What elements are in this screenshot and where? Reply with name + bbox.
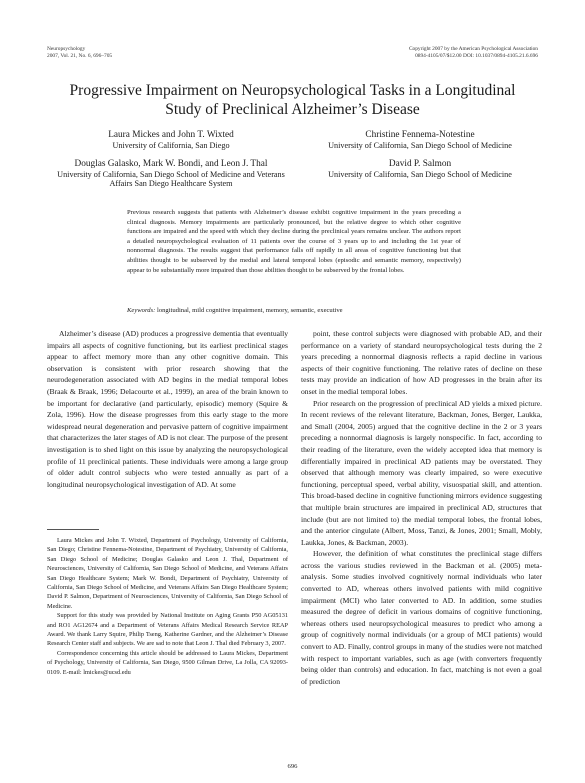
footnote-divider [47, 529, 99, 530]
keywords-label: Keywords: [127, 307, 156, 314]
journal-name: Neuropsychology [47, 46, 86, 52]
author-block [47, 159, 295, 189]
author-affiliation: University of California, San Diego School of Medicine and Veterans Affairs San Diego Healthcare System [57, 169, 285, 188]
journal-header [47, 46, 112, 60]
author-names: Douglas Galasko, Mark W. Bondi, and Leon J. Thal [74, 159, 268, 169]
author-affiliation: University of California, San Diego School of Medicine [328, 169, 512, 179]
author-block [47, 130, 295, 150]
footnote-paragraph: Correspondence concerning this article should be addressed to Laura Mickes, Department of Psychology, University of California, San Diego, 9500 Gilman Drive, La Jolla, CA 92093-0109. E-mail: lmickes@ucsd.edu [47, 649, 288, 676]
keywords [127, 306, 461, 315]
page-number: 696 [287, 763, 298, 770]
body-column-right [301, 328, 542, 687]
body-column-left [47, 328, 288, 490]
author-names: David P. Salmon [388, 159, 452, 169]
doi-line: 0894-4105/07/$12.00 DOI: 10.1037/0894-4105.21.6.696 [415, 53, 538, 59]
author-block [300, 130, 540, 150]
author-names: Christine Fennema-Notestine [365, 130, 475, 140]
body-paragraph: point, these control subjects were diagnosed with probable AD, and their performance on a variety of standard neuropsychological tests during the 2 years preceding a nonnormal diagnosis reflects a rapid decline in various aspects of their cognitive functioning. The relative rates of decline on these tests may provide an indication of how AD progresses in the brain after its onset in the medial temporal lobes. [301, 329, 542, 396]
author-affiliation: University of California, San Diego School of Medicine [328, 140, 512, 150]
author-block [300, 159, 540, 179]
author-note [47, 536, 288, 677]
footnote-paragraph: Laura Mickes and John T. Wixted, Department of Psychology, University of California, San Diego; Christine Fennema-Notestine, Department of Psychiatry, University of California, San Diego School of Medicine; Douglas Galasko and Leon J. Thal, Department of Neurosciences, University of California, San Diego School of Medicine, and Veterans Affairs San Diego Healthcare System; Mark W. Bondi, Department of Psychiatry, University of California, San Diego School of Medicine, and Veterans Affairs San Diego Healthcare System; David P. Salmon, Department of Neurosciences, University of California, San Diego School of Medicine. [47, 537, 288, 610]
copyright-line: Copyright 2007 by the American Psychological Association [408, 46, 538, 52]
body-paragraph: However, the definition of what constitutes the preclinical stage differs across the various studies reviewed in the Backman et al. (2005) meta-analysis. Some studies involved cognitively normal individuals who later converted to AD, whereas others involved patients with mild cognitive impairment (MCI) who later converted to AD. In addition, some studies measured the degree of deficit in various domains of cognitive functioning, whereas others used neuropsychological measures to predict who among a group of cognitively normal individuals (or a group of MCI patients) would convert to AD. Finally, control groups in many of the studies were not matched with respect to important variables, such as age (with converters frequently being older than controls) and education. In fact, matching is not even a goal of prediction [301, 549, 542, 686]
author-names: Laura Mickes and John T. Wixted [108, 130, 234, 140]
body-paragraph: Prior research on the progression of preclinical AD yields a mixed picture. In recent reviews of the relevant literature, Backman, Jones, Berger, Laukka, and Small (2004, 2005) argued that the cognitive decline in the 2 or 3 years preceding a nonnormal diagnosis is largely nonspecific. In fact, according to their reading of the literature, even the widely accepted idea that memory is differentially impaired in preclinical AD patients may be overstated. They observed that although memory was clearly impaired, so were executive functioning, perceptual speed, verbal ability, visuospatial skill, and attention. This broad-based decline in cognitive functioning mirrors evidence suggesting that multiple brain structures are impaired in preclinical AD, structures that include (but are not limited to) the medial temporal lobes, the frontal lobes, and the anterior cingulate (Albert, Moss, Tanzi, & Jones, 2001; Small, Mobly, Laukka, Jones, & Backman, 2003). [301, 398, 542, 547]
volume-info: 2007, Vol. 21, No. 6, 696–705 [47, 53, 113, 59]
copyright-header [409, 46, 538, 60]
keywords-text: longitudinal, mild cognitive impairment, memory, semantic, executive [156, 307, 343, 314]
body-paragraph: Alzheimer’s disease (AD) produces a progressive dementia that eventually impairs all aspects of cognitive functioning, but its earliest preclinical stages appear to affect memory more than any other cognitive domain. This observation is consistent with prior research showing that the neurodegeneration associated with AD begins in the medial temporal lobes (Braak & Braak, 1996; Delacourte et al., 1999), an area of the brain known to be important for declarative (and particularly, episodic) memory (Squire & Zola, 1996). How the disease progresses from this early stage to the more widespread neural degeneration and pervasive pattern of cognitive impairment that characterizes the later stages of AD is not clear. The purpose of the present investigation is to shed light on this issue by analyzing the neuropsychological profile of 11 preclinical patients. These individuals were among a large group of older adult control subjects who were tested annually as part of a longitudinal neuropsychological investigation of AD. At some [47, 329, 288, 489]
author-affiliation: University of California, San Diego [112, 140, 230, 150]
footnote-paragraph: Support for this study was provided by National Institute on Aging Grants P50 AG05131 and RO1 AG12674 and a Department of Veterans Affairs Medical Research Service REAP Award. We thank Larry Squire, Philip Tseng, Katherine Gardner, and the Alzheimer’s Disease Research Center staff and subjects. We are sad to note that Leon J. Thal died February 3, 2007. [47, 612, 288, 648]
abstract: Previous research suggests that patients with Alzheimer’s disease exhibit cognitive impairment in the years preceding a clinical diagnosis. Memory impairments are particularly pronounced, but the relative degree to which other cognitive functions are impaired and the speed with which they decline during the preclinical years remains unclear. The authors report a detailed neuropsychological evaluation of 11 patients over the course of 3 years up to and including the 1st year of nonnormal diagnosis. The results suggest that performance falls off rapidly in all areas of cognitive functioning but that abilities thought to be subserved by the medial and lateral temporal lobes (episodic and semantic memory, respectively) appear to be substantially more impaired than those abilities thought to be subserved by the frontal lobes. [127, 209, 461, 274]
article-title: Progressive Impairment on Neuropsychological Tasks in a Longitudinal Study of Preclinical Alzheimer’s Disease [69, 82, 516, 118]
